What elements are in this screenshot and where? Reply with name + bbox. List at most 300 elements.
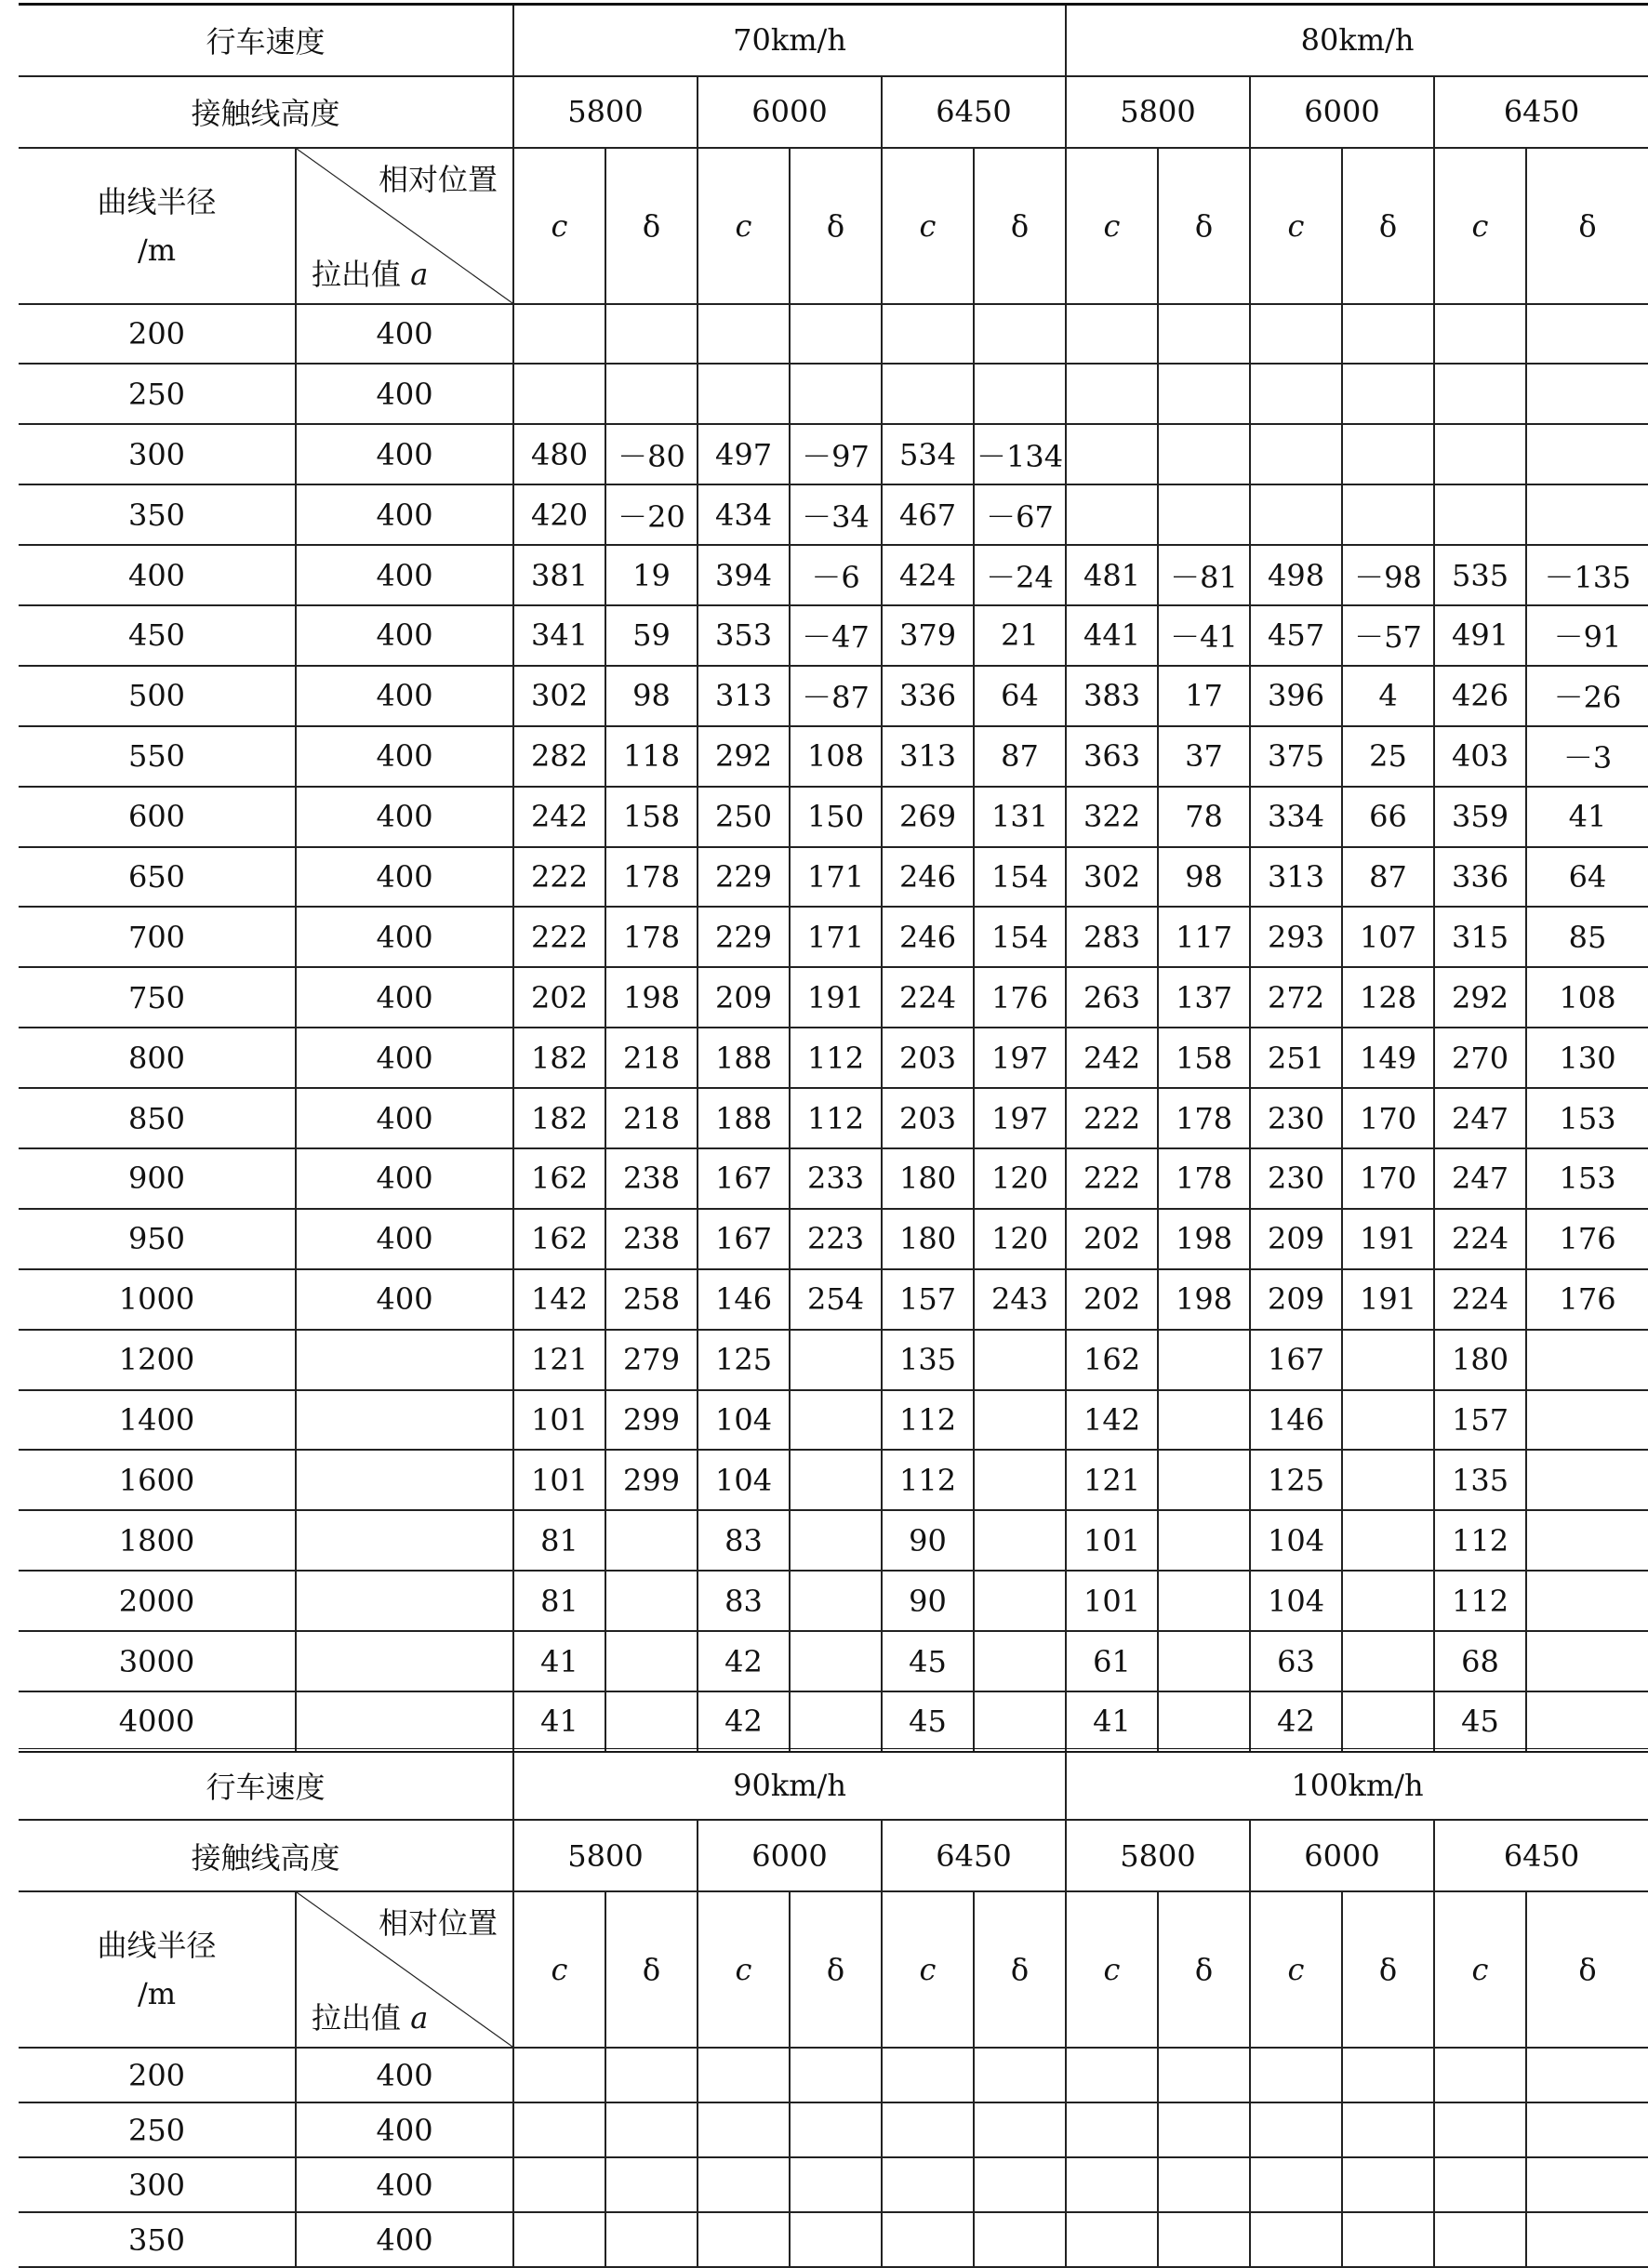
curve-radius-cell: 2000 [19,1571,296,1631]
delta-value-cell: 299 [605,1390,698,1451]
delta-value-cell: 191 [790,967,882,1028]
delta-value-cell [974,364,1066,424]
c-value-cell: 83 [698,1571,790,1631]
delta-value-cell [790,1510,882,1571]
delta-value-cell: 223 [790,1209,882,1269]
pull-out-value-cell [296,1330,513,1390]
delta-value-cell [1526,304,1648,365]
curve-radius-cell: 350 [19,484,296,545]
wire-height-value: 5800 [1066,1820,1250,1891]
c-value-cell: 424 [882,545,974,605]
delta-value-cell: －26 [1526,666,1648,726]
delta-value-cell [1158,424,1250,484]
c-value-cell: 313 [698,666,790,726]
delta-value-cell [974,1571,1066,1631]
c-value-cell: 125 [1250,1450,1342,1510]
delta-value-cell: 41 [1526,787,1648,847]
delta-value-cell [1158,364,1250,424]
c-value-cell [513,2212,605,2267]
c-value-cell: 535 [1434,545,1526,605]
delta-value-cell: 299 [605,1450,698,1510]
c-value-cell: 224 [882,967,974,1028]
delta-value-cell [605,2212,698,2267]
delta-value-cell: 178 [605,907,698,967]
c-value-cell [882,2102,974,2157]
delta-value-cell [974,1330,1066,1390]
delta-value-cell: 279 [605,1330,698,1390]
delta-value-cell: 87 [974,726,1066,787]
c-value-cell: 426 [1434,666,1526,726]
delta-value-cell: 21 [974,605,1066,666]
delta-value-cell [1526,2157,1648,2212]
delta-value-cell: 191 [1342,1269,1434,1330]
delta-value-cell: －98 [1342,545,1434,605]
c-value-cell [1434,2157,1526,2212]
delta-value-cell [1526,1631,1648,1691]
c-value-cell: 81 [513,1571,605,1631]
table-row [19,726,1648,787]
pull-out-value-cell: 400 [296,1269,513,1330]
c-value-cell: 363 [1066,726,1158,787]
c-value-cell [698,2048,790,2102]
delta-value-cell [1342,364,1434,424]
table-row [19,1330,1648,1390]
c-value-cell: 90 [882,1571,974,1631]
curve-radius-cell: 400 [19,545,296,605]
symbol-c: c [1066,148,1158,304]
c-value-cell: 383 [1066,666,1158,726]
table-row [19,2157,1648,2212]
c-value-cell [1250,484,1342,545]
c-value-cell: 180 [882,1209,974,1269]
c-value-cell: 162 [513,1148,605,1209]
curve-radius-cell: 3000 [19,1631,296,1691]
speed-label: 行车速度 [19,1750,513,1820]
delta-value-cell: 120 [974,1148,1066,1209]
delta-value-cell [1342,1390,1434,1451]
c-value-cell [882,2212,974,2267]
delta-value-cell [1526,484,1648,545]
symbol-delta: δ [605,1891,698,2048]
c-value-cell: 481 [1066,545,1158,605]
pull-out-value-cell: 400 [296,424,513,484]
table-2 [19,1748,1648,2268]
delta-value-cell: －34 [790,484,882,545]
c-value-cell: 101 [513,1450,605,1510]
delta-value-cell: 176 [1526,1269,1648,1330]
delta-value-cell [1342,2048,1434,2102]
c-value-cell: 282 [513,726,605,787]
delta-value-cell: －20 [605,484,698,545]
delta-value-cell: 87 [1342,847,1434,908]
delta-value-cell [790,2102,882,2157]
delta-value-cell [1342,484,1434,545]
delta-value-cell: 171 [790,847,882,908]
delta-value-cell [1342,1330,1434,1390]
c-value-cell: 42 [698,1691,790,1752]
c-value-cell: 41 [1066,1691,1158,1752]
c-value-cell: 292 [698,726,790,787]
speed-row [19,5,1648,76]
wire-height-value: 6450 [882,76,1066,148]
c-value-cell [698,2102,790,2157]
delta-value-cell: 137 [1158,967,1250,1028]
c-value-cell: 63 [1250,1631,1342,1691]
delta-value-cell: 108 [790,726,882,787]
delta-value-cell [1342,1450,1434,1510]
c-value-cell: 104 [1250,1571,1342,1631]
c-value-cell: 45 [882,1631,974,1691]
pull-out-value-cell [296,1450,513,1510]
delta-value-cell: 218 [605,1028,698,1088]
c-value-cell [513,2048,605,2102]
c-value-cell: 167 [1250,1330,1342,1390]
delta-value-cell [1342,2157,1434,2212]
symbol-c: c [1434,148,1526,304]
delta-value-cell: 191 [1342,1209,1434,1269]
delta-value-cell [605,1571,698,1631]
delta-value-cell: 112 [790,1088,882,1148]
c-value-cell [1250,2157,1342,2212]
c-value-cell [1250,2102,1342,2157]
curve-radius-label: 曲线半径 [97,1928,217,1963]
delta-value-cell: －47 [790,605,882,666]
c-value-cell: 434 [698,484,790,545]
delta-value-cell [790,1691,882,1752]
delta-value-cell [1158,1510,1250,1571]
c-value-cell: 202 [1066,1209,1158,1269]
c-value-cell: 167 [698,1209,790,1269]
delta-value-cell: 254 [790,1269,882,1330]
table-row [19,907,1648,967]
c-value-cell: 242 [1066,1028,1158,1088]
delta-value-cell: 19 [605,545,698,605]
delta-value-cell: 178 [1158,1088,1250,1148]
pull-out-value-cell: 400 [296,907,513,967]
curve-radius-cell: 4000 [19,1691,296,1752]
delta-value-cell: －80 [605,424,698,484]
table-row [19,1209,1648,1269]
pull-out-value-cell: 400 [296,1148,513,1209]
c-value-cell [1434,364,1526,424]
c-value-cell: 157 [1434,1390,1526,1451]
symbol-delta: δ [974,1891,1066,2048]
c-value-cell: 180 [882,1148,974,1209]
c-value-cell: 534 [882,424,974,484]
delta-value-cell [1526,424,1648,484]
delta-value-cell: 178 [1158,1148,1250,1209]
delta-value-cell: －57 [1342,605,1434,666]
speed-row [19,1750,1648,1820]
delta-value-cell: －81 [1158,545,1250,605]
curve-radius-cell: 650 [19,847,296,908]
delta-value-cell [1158,1571,1250,1631]
pull-out-value-cell [296,1390,513,1451]
wire-height-value: 6450 [1434,1820,1648,1891]
delta-value-cell: －24 [974,545,1066,605]
pull-out-value-cell: 400 [296,605,513,666]
table-row [19,364,1648,424]
c-value-cell: 209 [1250,1209,1342,1269]
c-value-cell: 202 [513,967,605,1028]
symbol-c: c [698,1891,790,2048]
c-value-cell: 498 [1250,545,1342,605]
delta-value-cell [605,2048,698,2102]
pull-out-value-cell: 400 [296,484,513,545]
pull-out-value-cell [296,1631,513,1691]
delta-value-cell [1526,364,1648,424]
c-value-cell: 341 [513,605,605,666]
pull-out-value-label [312,251,428,294]
delta-value-cell [1526,1330,1648,1390]
delta-value-cell [790,2212,882,2267]
symbol-c: c [1250,148,1342,304]
c-value-cell: 292 [1434,967,1526,1028]
table-row [19,1691,1648,1752]
delta-value-cell: 59 [605,605,698,666]
c-value-cell: 188 [698,1028,790,1088]
c-value-cell [698,2212,790,2267]
c-value-cell: 334 [1250,787,1342,847]
curve-radius-cell: 350 [19,2212,296,2267]
speed-value: 80km/h [1066,5,1648,76]
c-value-cell: 263 [1066,967,1158,1028]
c-value-cell [1066,2212,1158,2267]
delta-value-cell [1526,2048,1648,2102]
delta-value-cell: 85 [1526,907,1648,967]
delta-value-cell [790,1390,882,1451]
table-row [19,2212,1648,2267]
c-value-cell: 247 [1434,1088,1526,1148]
c-value-cell: 125 [698,1330,790,1390]
symbol-delta: δ [974,148,1066,304]
pull-out-value-text: 拉出值 [312,2000,402,2036]
symbol-c: c [1434,1891,1526,2048]
symbol-row [19,148,1648,304]
c-value-cell [1250,304,1342,365]
pull-out-value-cell: 400 [296,2212,513,2267]
delta-value-cell: 198 [1158,1269,1250,1330]
curve-radius-header [19,1891,296,2048]
c-value-cell: 313 [1250,847,1342,908]
c-value-cell: 272 [1250,967,1342,1028]
c-value-cell [513,364,605,424]
c-value-cell [1066,484,1158,545]
symbol-delta: δ [1526,148,1648,304]
c-value-cell: 396 [1250,666,1342,726]
delta-value-cell [1158,484,1250,545]
delta-value-cell [974,2048,1066,2102]
delta-value-cell [1526,1390,1648,1451]
c-value-cell [698,364,790,424]
delta-value-cell: －135 [1526,545,1648,605]
delta-value-cell: 78 [1158,787,1250,847]
delta-value-cell [790,364,882,424]
delta-value-cell [974,1450,1066,1510]
delta-value-cell [1158,1450,1250,1510]
delta-value-cell [605,364,698,424]
c-value-cell: 188 [698,1088,790,1148]
curve-radius-cell: 250 [19,364,296,424]
pull-out-value-cell [296,1571,513,1631]
c-value-cell: 315 [1434,907,1526,967]
c-value-cell [1250,424,1342,484]
delta-value-cell [1158,1330,1250,1390]
table-row [19,1088,1648,1148]
delta-value-cell [1342,1691,1434,1752]
delta-value-cell: 238 [605,1209,698,1269]
symbol-c: c [698,148,790,304]
pull-out-value-cell: 400 [296,2157,513,2212]
curve-radius-unit: /m [137,1976,177,2011]
c-value-cell [1250,364,1342,424]
wire-height-value: 6000 [698,1820,882,1891]
c-value-cell: 104 [698,1390,790,1451]
table-row [19,545,1648,605]
delta-value-cell [974,1631,1066,1691]
delta-value-cell: 66 [1342,787,1434,847]
c-value-cell: 104 [1250,1510,1342,1571]
delta-value-cell [1342,424,1434,484]
c-value-cell [882,304,974,365]
c-value-cell [513,2157,605,2212]
pull-out-value-cell: 400 [296,304,513,365]
symbol-c: c [882,1891,974,2048]
pull-out-value-cell [296,1691,513,1752]
pull-out-value-cell: 400 [296,1028,513,1088]
delta-value-cell: －3 [1526,726,1648,787]
c-value-cell [513,304,605,365]
relative-position-label: 相对位置 [379,161,498,197]
curve-radius-cell: 950 [19,1209,296,1269]
delta-value-cell: －97 [790,424,882,484]
c-value-cell: 112 [1434,1510,1526,1571]
table-1 [19,3,1648,1753]
table-row [19,2048,1648,2102]
c-value-cell [882,2048,974,2102]
symbol-c: c [1250,1891,1342,2048]
c-value-cell: 203 [882,1028,974,1088]
delta-value-cell [1158,2212,1250,2267]
pull-out-value-cell: 400 [296,787,513,847]
c-value-cell: 121 [1066,1450,1158,1510]
pull-out-value-cell: 400 [296,1209,513,1269]
wire-height-value: 6450 [1434,76,1648,148]
pull-out-value-cell: 400 [296,1088,513,1148]
c-value-cell: 146 [1250,1390,1342,1451]
delta-value-cell: －67 [974,484,1066,545]
delta-value-cell [974,2212,1066,2267]
symbol-delta: δ [1342,1891,1434,2048]
c-value-cell: 112 [1434,1571,1526,1631]
c-value-cell: 230 [1250,1148,1342,1209]
c-value-cell: 222 [513,907,605,967]
pull-out-value-symbol: a [410,256,429,292]
c-value-cell [882,364,974,424]
c-value-cell: 420 [513,484,605,545]
c-value-cell: 229 [698,907,790,967]
c-value-cell: 83 [698,1510,790,1571]
delta-value-cell: －134 [974,424,1066,484]
delta-value-cell [1342,304,1434,365]
c-value-cell: 101 [513,1390,605,1451]
c-value-cell [882,2157,974,2212]
c-value-cell: 457 [1250,605,1342,666]
c-value-cell: 441 [1066,605,1158,666]
relative-position-label: 相对位置 [379,1905,498,1941]
delta-value-cell: 98 [1158,847,1250,908]
symbol-delta: δ [605,148,698,304]
c-value-cell: 209 [698,967,790,1028]
pull-out-value-cell: 400 [296,726,513,787]
c-value-cell: 250 [698,787,790,847]
c-value-cell [1434,2048,1526,2102]
wire-height-value: 6000 [1250,1820,1434,1891]
delta-value-cell [1158,2157,1250,2212]
c-value-cell: 353 [698,605,790,666]
table-row [19,2102,1648,2157]
c-value-cell: 162 [513,1209,605,1269]
curve-radius-cell: 1000 [19,1269,296,1330]
delta-value-cell: －91 [1526,605,1648,666]
pull-out-value-cell: 400 [296,364,513,424]
c-value-cell: 135 [1434,1450,1526,1510]
curve-radius-cell: 1600 [19,1450,296,1510]
symbol-delta: δ [790,1891,882,2048]
delta-value-cell: 154 [974,907,1066,967]
c-value-cell: 222 [513,847,605,908]
delta-value-cell [790,304,882,365]
symbol-delta: δ [1158,1891,1250,2048]
curve-radius-cell: 850 [19,1088,296,1148]
c-value-cell: 90 [882,1510,974,1571]
table-row [19,1631,1648,1691]
table-row [19,304,1648,365]
c-value-cell [1434,2102,1526,2157]
c-value-cell: 270 [1434,1028,1526,1088]
c-value-cell [1066,2048,1158,2102]
c-value-cell: 101 [1066,1571,1158,1631]
c-value-cell: 336 [882,666,974,726]
pull-out-value-cell: 400 [296,545,513,605]
c-value-cell [1066,2157,1158,2212]
c-value-cell: 112 [882,1390,974,1451]
c-value-cell: 41 [513,1631,605,1691]
c-value-cell: 104 [698,1450,790,1510]
delta-value-cell: 4 [1342,666,1434,726]
delta-value-cell [1342,1510,1434,1571]
pull-out-value-cell: 400 [296,967,513,1028]
table-row [19,847,1648,908]
delta-value-cell [1158,1631,1250,1691]
delta-value-cell: 158 [1158,1028,1250,1088]
c-value-cell: 61 [1066,1631,1158,1691]
delta-value-cell [1526,2102,1648,2157]
c-value-cell: 112 [882,1450,974,1510]
curve-radius-unit: /m [137,232,177,268]
c-value-cell: 394 [698,545,790,605]
wire-height-label: 接触线高度 [19,1820,513,1891]
symbol-delta: δ [1158,148,1250,304]
c-value-cell: 101 [1066,1510,1158,1571]
table-row [19,1028,1648,1088]
delta-value-cell: 198 [1158,1209,1250,1269]
c-value-cell: 224 [1434,1209,1526,1269]
delta-value-cell: 130 [1526,1028,1648,1088]
delta-value-cell: 150 [790,787,882,847]
curve-radius-cell: 500 [19,666,296,726]
c-value-cell: 313 [882,726,974,787]
